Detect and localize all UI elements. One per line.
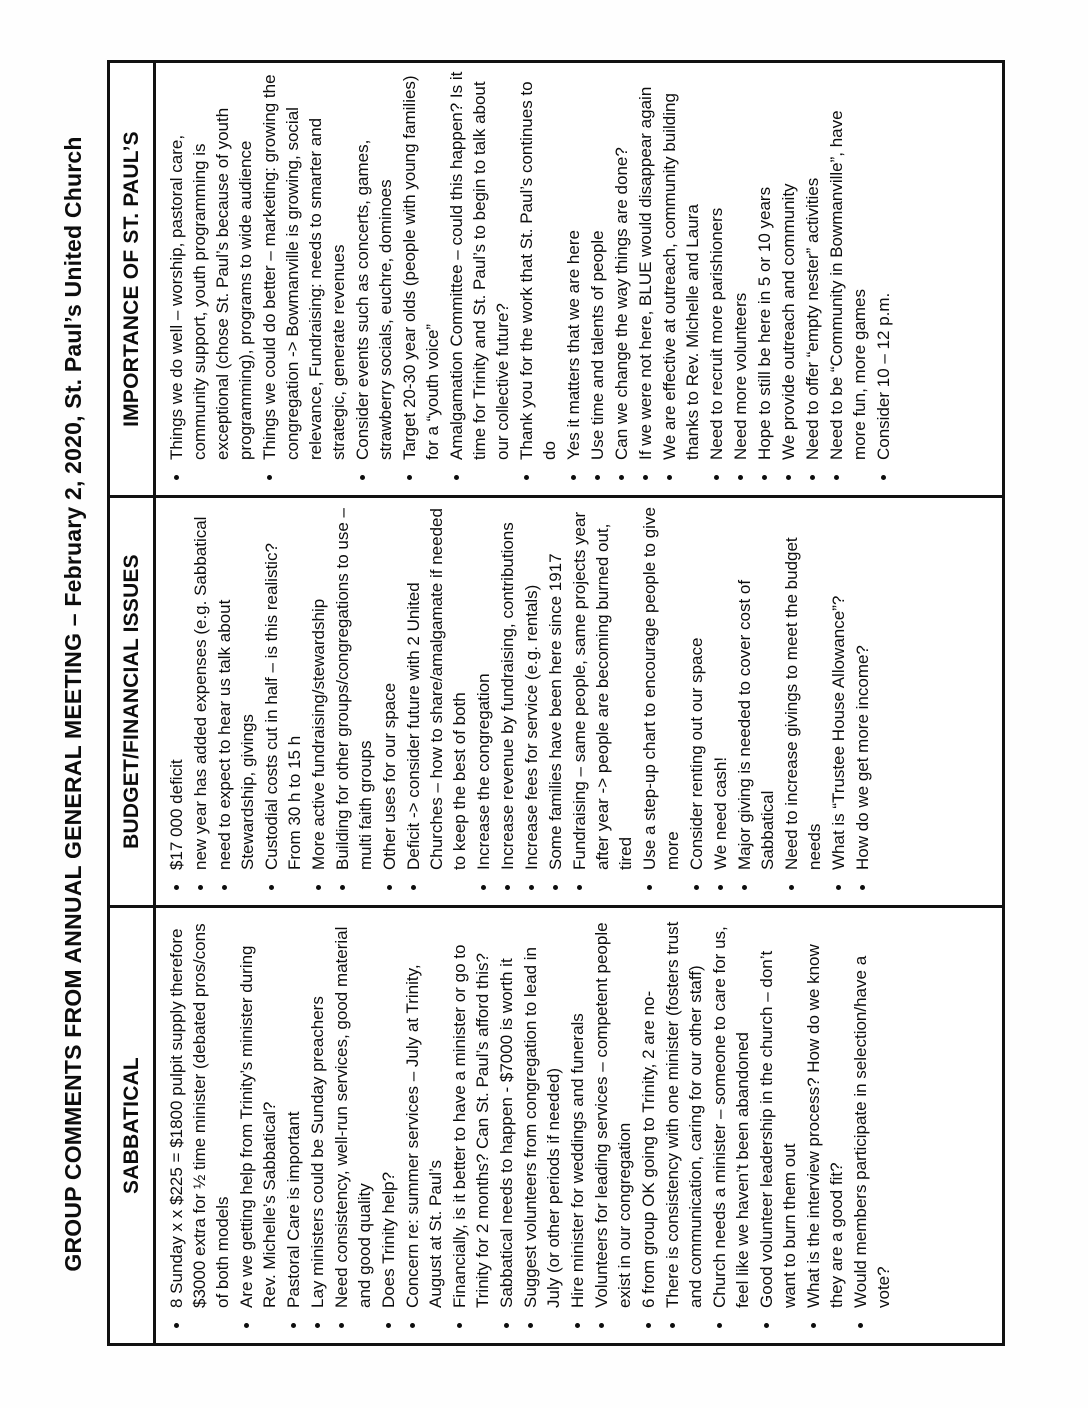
bullet-item: • Need more volunteers (729, 71, 752, 463)
table-column (110, 495, 1002, 905)
table-column (110, 905, 1002, 1343)
bullet-list (156, 908, 896, 1343)
bullet-item: • Financially, is it better to have a minister or go to Trinity for 2 months? Can St. Paul’s afford this? (448, 916, 494, 1311)
bullet-item: • Need to increase givings to meet the budget needs (780, 506, 826, 873)
bullet-item: • If we were not here, BLUE would disappear again (634, 71, 657, 463)
bullet-item: • Target 20-30 year olds (people with young families) for a “youth voice” (398, 71, 444, 463)
bullet-item: • Would members participate in selection/have a vote? (849, 916, 895, 1311)
bullet-item: • We are effective at outreach, community building thanks to Rev. Michelle and Laura (658, 71, 704, 463)
bullet-item: • More active fundraising/stewardship (307, 506, 330, 873)
bullet-list (156, 498, 875, 905)
document-title: GROUP COMMENTS FROM ANNUAL GENERAL MEETING – February 2, 2020, St. Paul’s United Church (60, 136, 86, 1272)
bullet-item: • Deficit -> consider future with 2 United Churches – how to share/amalgamate if needed to keep the best of both (402, 506, 471, 873)
bullet-item: • Building for other groups/congregations to use – multi faith groups (331, 506, 377, 873)
bullet-item: • Increase revenue by fundraising, contributions (496, 506, 519, 873)
bullet-item: • Lay ministers could be Sunday preachers (306, 916, 329, 1311)
bullet-list (156, 63, 896, 495)
bullet-item: • Need to be “Community in Bowmanville”, have more fun, more games (825, 71, 871, 463)
bullet-item: • What is “Trustee House Allowance”? (827, 506, 850, 873)
bullet-item: • How do we get more income? (851, 506, 874, 873)
bullet-item: • need to expect to hear us talk about Stewardship, givings (213, 506, 259, 873)
bullet-item: • Need consistency, well-run services, good material and good quality (330, 916, 376, 1311)
bullet-item: • Increase fees for service (e.g. rentals) (520, 506, 543, 873)
bullet-item: • Suggest volunteers from congregation to lead in July (or other periods if needed) (519, 916, 565, 1311)
bullet-item: • Concern re: summer services – July at Trinity, August at St. Paul’s (401, 916, 447, 1311)
bullet-item: • Things we do well – worship, pastoral care, community support, youth programming is exceptional (chose St. Paul’s because of youth programming), programs to wide audience (165, 71, 257, 463)
comments-table (107, 60, 1005, 1346)
bullet-item: • What is the interview process? How do we know they are a good fit? (802, 916, 848, 1311)
bullet-item: • Volunteers for leading services – competent people exist in our congregation (590, 916, 636, 1311)
bullet-item: • Hope to still be here in 5 or 10 years (753, 71, 776, 463)
bullet-item: • Yes it matters that we are here (562, 71, 585, 463)
bullet-item: • Consider renting out our space (685, 506, 708, 873)
bullet-item: • Increase the congregation (472, 506, 495, 873)
bullet-item: • Need to offer “empty nester” activities (801, 71, 824, 463)
bullet-item: • Other uses for our space (378, 506, 401, 873)
column-header: BUDGET/FINANCIAL ISSUES (110, 498, 156, 905)
bullet-item: • Custodial costs cut in half – is this realistic? From 30 h to 15 h (260, 506, 306, 873)
bullet-item: • Major giving is needed to cover cost of Sabbatical (733, 506, 779, 873)
bullet-item: • We need cash! (709, 506, 732, 873)
bullet-item: • new year has added expenses (e.g. Sabbatical (189, 506, 212, 873)
column-header: SABBATICAL (110, 908, 156, 1343)
bullet-item: • Does Trinity help? (377, 916, 400, 1311)
bullet-item: • Thank you for the work that St. Paul’s continues to do (515, 71, 561, 463)
bullet-item: • Hire minister for weddings and funerals (566, 916, 589, 1311)
bullet-item: • Sabbatical needs to happen - $7000 is worth it (495, 916, 518, 1311)
bullet-item: • Amalgamation Committee – could this happen? Is it time for Trinity and St. Paul’s to begin to talk about our collective future? (445, 71, 514, 463)
bullet-item: • Need to recruit more parishioners (705, 71, 728, 463)
bullet-item: • Fundraising – same people, same projects year after year -> people are becoming burned out, tired (568, 506, 637, 873)
bullet-item: • Some families have been here since 1917 (544, 506, 567, 873)
bullet-item: • There is consistency with one minister (fosters trust and communication, caring for our other staff) (661, 916, 707, 1311)
bullet-item: • Are we getting help from Trinity’s minister during Rev. Michelle’s Sabbatical? (235, 916, 281, 1311)
bullet-item: • Can we change the way things are done? (610, 71, 633, 463)
bullet-item: • 6 from group OK going to Trinity, 2 are no- (637, 916, 660, 1311)
bullet-item: • Consider events such as concerts, games, strawberry socials, euchre, dominoes (351, 71, 397, 463)
bullet-item: • We provide outreach and community (777, 71, 800, 463)
bullet-item: • Church needs a minister – someone to care for us, feel like we haven’t been abandoned (708, 916, 754, 1311)
bullet-item: • 8 Sunday x x $225 = $1800 pulpit supply therefore $3000 extra for ½ time minister (debated pros/cons of both models (165, 916, 234, 1311)
bullet-item: • Things we could do better – marketing: growing the congregation -> Bowmanville is growing, social relevance, Fundraising: needs to smarter and strategic, generate revenues (258, 71, 350, 463)
bullet-item: • $17 000 deficit (165, 506, 188, 873)
bullet-item: • Consider 10 – 12 p.m. (872, 71, 895, 463)
table-column (110, 63, 1002, 495)
bullet-item: • Use a step-up chart to encourage people to give more (638, 506, 684, 873)
bullet-item: • Pastoral Care is important (282, 916, 305, 1311)
bullet-item: • Use time and talents of people (586, 71, 609, 463)
bullet-item: • Good volunteer leadership in the church – don’t want to burn them out (755, 916, 801, 1311)
column-header: IMPORTANCE OF ST. PAUL’S (110, 63, 156, 495)
